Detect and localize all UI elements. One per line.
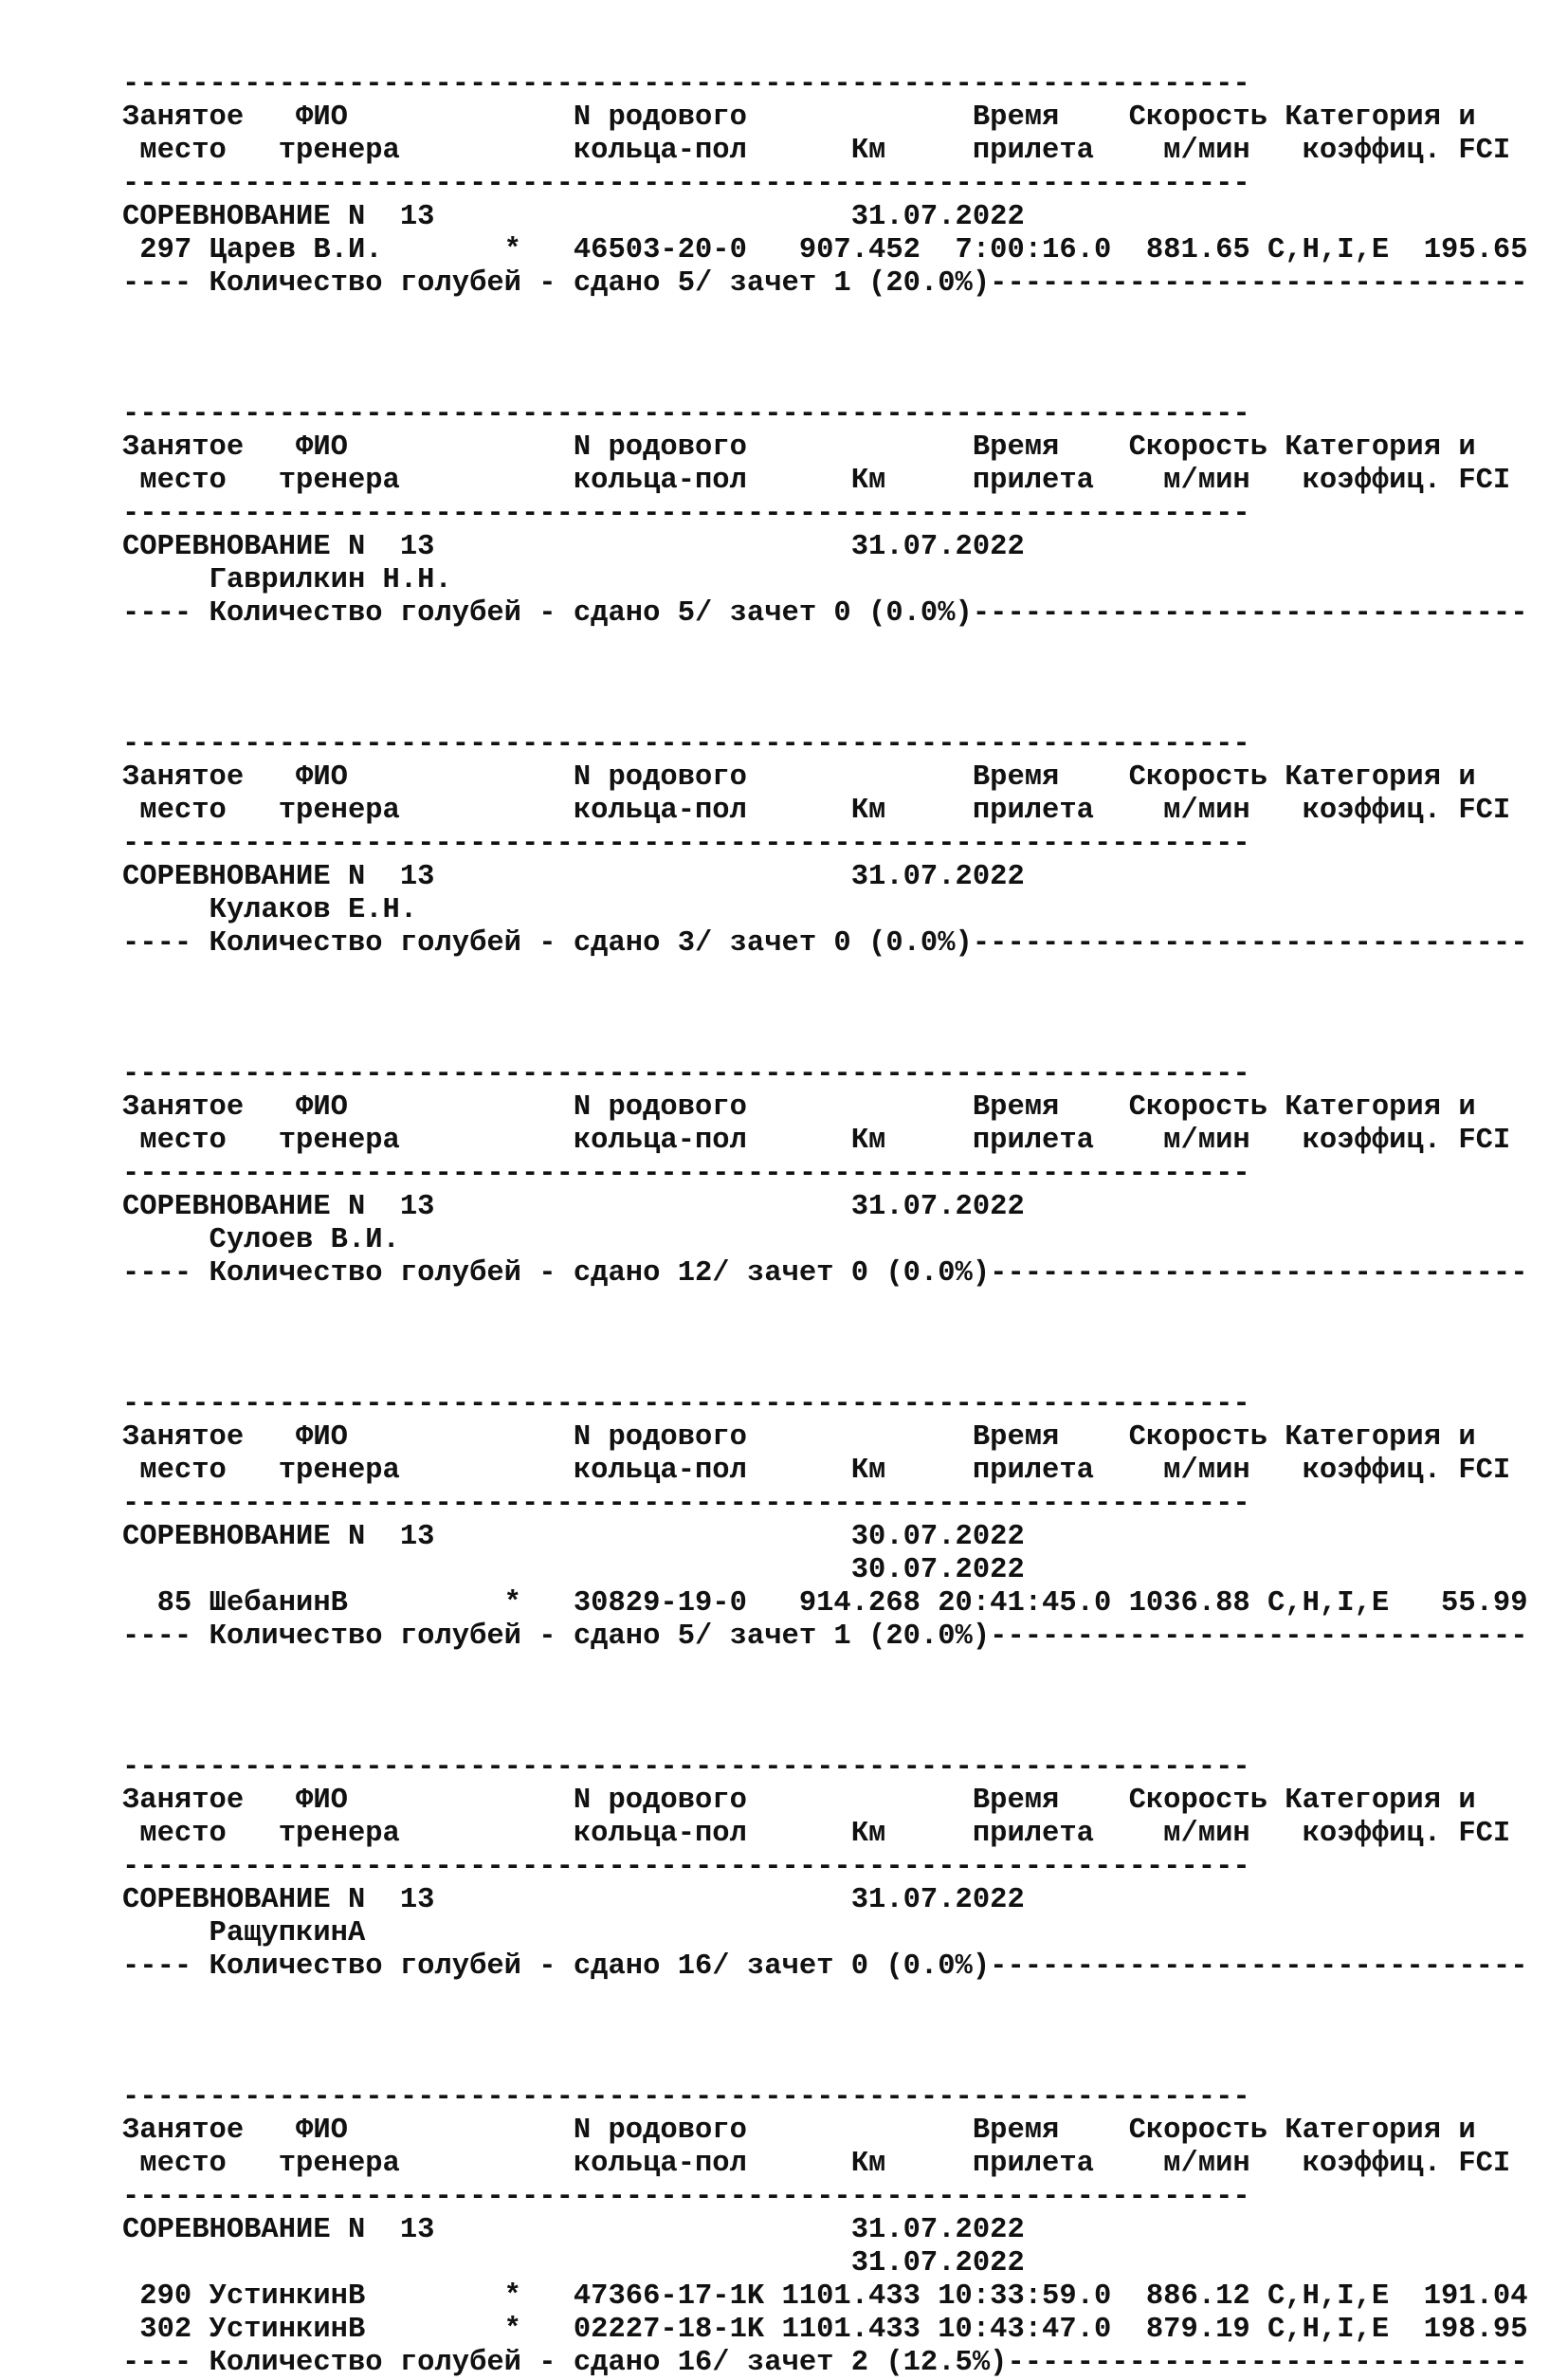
summary-line: ---- Количество голубей - сдано 5/ зачет 0 (0.0%)-------------------------------- bbox=[122, 597, 1528, 630]
block-spacer bbox=[122, 1984, 1544, 2081]
column-header-line-2: место тренера кольца-пол Км прилета м/мин коэффиц. FCI bbox=[122, 1125, 1511, 1157]
result-row: 297 Царев В.И. * 46503-20-0 907.452 7:00:16.0 881.65 C,H,I,E 195.65 bbox=[122, 234, 1528, 266]
result-block bbox=[122, 68, 1544, 301]
summary-line: ---- Количество голубей - сдано 5/ зачет 1 (20.0%)------------------------------- bbox=[122, 1620, 1528, 1653]
competition-line: СОРЕВНОВАНИЕ N 13 31.07.2022 bbox=[122, 1191, 1025, 1223]
separator-line: ----------------------------------------------------------------- bbox=[122, 828, 1250, 860]
competition-line: СОРЕВНОВАНИЕ N 13 31.07.2022 bbox=[122, 531, 1025, 563]
column-header-line-1: Занятое ФИО N родового Время Скорость Категория и bbox=[122, 1421, 1476, 1454]
result-row: 290 УстинкинВ * 47366-17-1K 1101.433 10:33:59.0 886.12 C,H,I,E 191.04 bbox=[122, 2280, 1528, 2313]
competition-line: СОРЕВНОВАНИЕ N 13 31.07.2022 bbox=[122, 861, 1025, 893]
result-block bbox=[122, 728, 1544, 961]
separator-line: ----------------------------------------------------------------- bbox=[122, 2081, 1250, 2114]
column-header-line-1: Занятое ФИО N родового Время Скорость Категория и bbox=[122, 1091, 1476, 1124]
competition-line: СОРЕВНОВАНИЕ N 13 31.07.2022 bbox=[122, 2214, 1025, 2246]
results-report bbox=[122, 68, 1544, 2380]
separator-line: ----------------------------------------------------------------- bbox=[122, 1058, 1250, 1090]
result-block bbox=[122, 1751, 1544, 1984]
trainer-name-line: РащупкинА bbox=[122, 1917, 366, 1950]
separator-line: ----------------------------------------------------------------- bbox=[122, 498, 1250, 530]
summary-line: ---- Количество голубей - сдано 12/ зачет 0 (0.0%)------------------------------- bbox=[122, 1257, 1528, 1290]
result-block bbox=[122, 398, 1544, 631]
separator-line: ----------------------------------------------------------------- bbox=[122, 398, 1250, 430]
separator-line: ----------------------------------------------------------------- bbox=[122, 728, 1250, 760]
separator-line: ----------------------------------------------------------------- bbox=[122, 168, 1250, 200]
summary-line: ---- Количество голубей - сдано 3/ зачет 0 (0.0%)-------------------------------- bbox=[122, 927, 1528, 960]
column-header-line-2: место тренера кольца-пол Км прилета м/мин коэффиц. FCI bbox=[122, 2148, 1511, 2180]
trainer-name-line: Сулоев В.И. bbox=[122, 1224, 400, 1256]
column-header-line-2: место тренера кольца-пол Км прилета м/мин коэффиц. FCI bbox=[122, 795, 1511, 827]
separator-line: ----------------------------------------------------------------- bbox=[122, 1751, 1250, 1784]
summary-line: ---- Количество голубей - сдано 16/ зачет 0 (0.0%)------------------------------- bbox=[122, 1950, 1528, 1983]
separator-line: ----------------------------------------------------------------- bbox=[122, 1158, 1250, 1190]
result-block bbox=[122, 1058, 1544, 1291]
column-header-line-2: место тренера кольца-пол Км прилета м/мин коэффиц. FCI bbox=[122, 1818, 1511, 1850]
trainer-name-line: Кулаков Е.Н. bbox=[122, 894, 418, 926]
result-row: 302 УстинкинВ * 02227-18-1K 1101.433 10:43:47.0 879.19 C,H,I,E 198.95 bbox=[122, 2314, 1528, 2346]
trainer-name-line: Гаврилкин Н.Н. bbox=[122, 564, 452, 596]
block-spacer bbox=[122, 631, 1544, 728]
separator-line: ----------------------------------------------------------------- bbox=[122, 1851, 1250, 1883]
competition-line: СОРЕВНОВАНИЕ N 13 30.07.2022 bbox=[122, 1521, 1025, 1553]
date-line: 31.07.2022 bbox=[122, 2247, 1025, 2279]
competition-line: СОРЕВНОВАНИЕ N 13 31.07.2022 bbox=[122, 201, 1025, 233]
column-header-line-1: Занятое ФИО N родового Время Скорость Категория и bbox=[122, 431, 1476, 464]
block-spacer bbox=[122, 961, 1544, 1058]
column-header-line-1: Занятое ФИО N родового Время Скорость Категория и bbox=[122, 2115, 1476, 2147]
block-spacer bbox=[122, 1654, 1544, 1751]
column-header-line-1: Занятое ФИО N родового Время Скорость Категория и bbox=[122, 761, 1476, 794]
result-block bbox=[122, 2081, 1544, 2380]
block-spacer bbox=[122, 301, 1544, 398]
column-header-line-2: место тренера кольца-пол Км прилета м/мин коэффиц. FCI bbox=[122, 465, 1511, 497]
result-row: 85 ШебанинВ * 30829-19-0 914.268 20:41:45.0 1036.88 C,H,I,E 55.99 bbox=[122, 1587, 1528, 1620]
date-line: 30.07.2022 bbox=[122, 1554, 1025, 1586]
separator-line: ----------------------------------------------------------------- bbox=[122, 68, 1250, 101]
result-block bbox=[122, 1388, 1544, 1654]
summary-line: ---- Количество голубей - сдано 5/ зачет 1 (20.0%)------------------------------- bbox=[122, 267, 1528, 300]
separator-line: ----------------------------------------------------------------- bbox=[122, 1388, 1250, 1420]
competition-line: СОРЕВНОВАНИЕ N 13 31.07.2022 bbox=[122, 1884, 1025, 1916]
column-header-line-2: место тренера кольца-пол Км прилета м/мин коэффиц. FCI bbox=[122, 135, 1511, 167]
summary-line: ---- Количество голубей - сдано 16/ зачет 2 (12.5%)------------------------------ bbox=[122, 2347, 1528, 2379]
separator-line: ----------------------------------------------------------------- bbox=[122, 1488, 1250, 1520]
column-header-line-2: место тренера кольца-пол Км прилета м/мин коэффиц. FCI bbox=[122, 1455, 1511, 1487]
separator-line: ----------------------------------------------------------------- bbox=[122, 2181, 1250, 2213]
column-header-line-1: Занятое ФИО N родового Время Скорость Категория и bbox=[122, 101, 1476, 134]
column-header-line-1: Занятое ФИО N родового Время Скорость Категория и bbox=[122, 1785, 1476, 1817]
block-spacer bbox=[122, 1291, 1544, 1388]
